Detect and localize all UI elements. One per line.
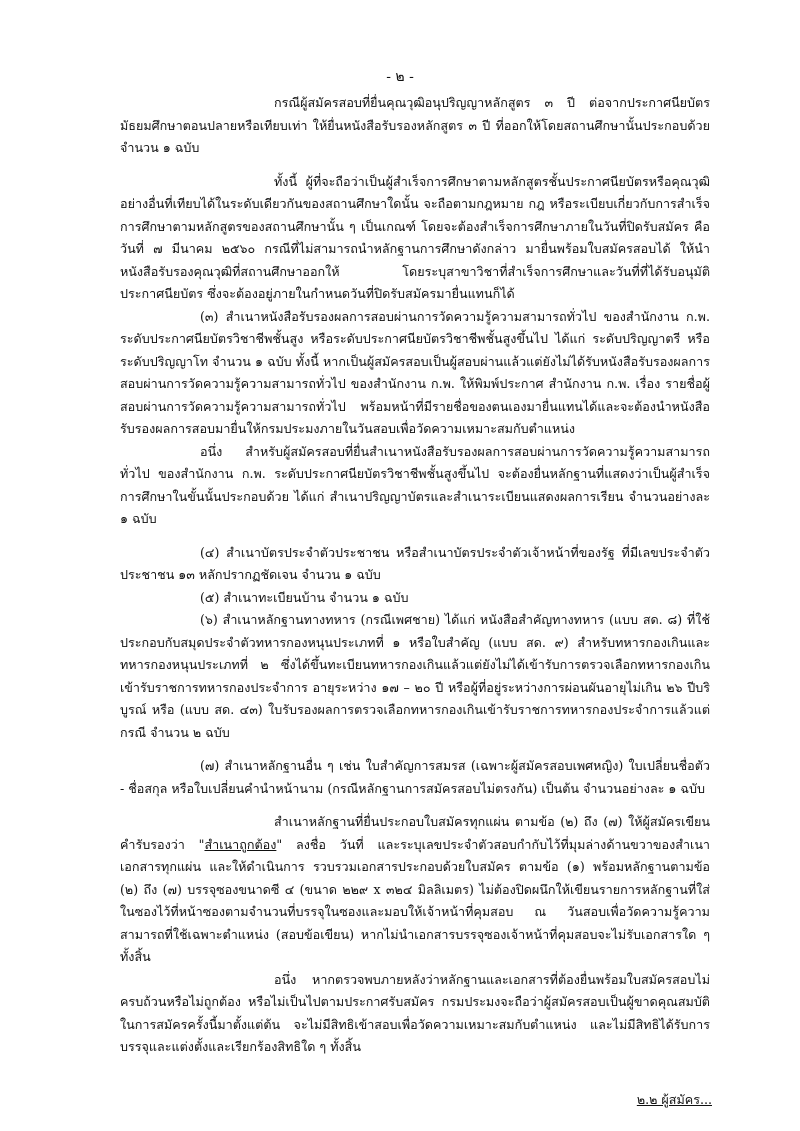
- item-7-other-documents: (๗) สำเนาหลักฐานอื่น ๆ เช่น ใบสำคัญการสมรส (เฉพาะผู้สมัครสอบเพศหญิง) ใบเปลี่ยนชื่อตัว - ชื่อสกุล หรือใบเปลี่ยนคำนำหน้านาม (กรณีหลักฐานการสมัครสอบไม่ตรงกัน) เป็นต้น จำนวนอย่างละ ๑ ฉบับ: [120, 758, 710, 796]
- certify-underlined-phrase: สำเนาถูกต้อง: [204, 836, 277, 852]
- paragraph-graduation-criteria: ทั้งนี้ ผู้ที่จะถือว่าเป็นผู้สำเร็จการศึกษาตามหลักสูตรชั้นประกาศนียบัตรหรือคุณวุฒิอย่างอื่นที่เทียบได้ในระดับเดียวกันของสถานศึกษาใดนั้น จะถือตามกฎหมาย กฎ หรือระเบียบเกี่ยวกับการสำเร็จการศึกษาตามหลักสูตรของสถานศึกษานั้น ๆ เป็นเกณฑ์ โดยจะต้องสำเร็จการศึกษาภายในวันที่ปิดรับสมัคร คือ วันที่ ๗ มีนาคม ๒๕๖๐ กรณีที่ไม่สามารถนำหลักฐานการศึกษาดังกล่าว มายื่นพร้อมใบสมัครสอบได้ ให้นำหนังสือรับรองคุณวุฒิที่สถานศึกษาออกให้ โดยระบุสาขาวิชาที่สำเร็จการศึกษาและวันที่ที่ได้รับอนุมัติประกาศนียบัตร ซึ่งจะต้องอยู่ภายในกำหนดวันที่ปิดรับสมัครมายื่นแทนก็ได้: [120, 173, 710, 301]
- paragraph-diploma-3yr: กรณีผู้สมัครสอบที่ยื่นคุณวุฒิอนุปริญญาหลักสูตร ๓ ปี ต่อจากประกาศนียบัตรมัธยมศึกษาตอนปลายหรือเทียบเท่า ให้ยื่นหนังสือรับรองหลักสูตร ๓ ปี ที่ออกให้โดยสถานศึกษานั้นประกอบด้วย จำนวน ๑ ฉบับ: [120, 95, 710, 155]
- paragraph-disqualification: อนึ่ง หากตรวจพบภายหลังว่าหลักฐานและเอกสารที่ต้องยื่นพร้อมใบสมัครสอบไม่ครบถ้วนหรือไม่ถูกต้อง หรือไม่เป็นไปตามประกาศรับสมัคร กรมประมงจะถือว่าผู้สมัครสอบเป็นผู้ขาดคุณสมบัติในการสมัครครั้งนี้มาตั้งแต่ต้น จะไม่มีสิทธิเข้าสอบเพื่อวัดความเหมาะสมกับตำแหน่ง และไม่มีสิทธิได้รับการบรรจุและแต่งตั้งและเรียกร้องสิทธิใด ๆ ทั้งสิ้น: [120, 971, 710, 1054]
- certify-text-before: สำเนาหลักฐานที่ยื่นประกอบใบสมัครทุกแผ่น ตามข้อ (๒) ถึง (๗) ให้ผู้สมัครเขียนคำรับรองว่า ": [120, 814, 710, 852]
- document-body: [120, 92, 710, 1059]
- item-5-house-registration: (๕) สำเนาทะเบียนบ้าน จำนวน ๑ ฉบับ: [200, 589, 409, 605]
- certify-text-after: " ลงชื่อ วันที่ และระบุเลขประจำตัวสอบกำกับไว้ที่มุมล่างด้านขวาของสำเนาเอกสารทุกแผ่น และให้ดำเนินการ รวบรวมเอกสารประกอบด้วยใบสมัคร ตามข้อ (๑) พร้อมหลักฐานตามข้อ (๒) ถึง (๗) บรรจุซองขนาดซี ๔ (ขนาด ๒๒๙ x ๓๒๔ มิลลิเมตร) ไม่ต้องปิดผนึกให้เขียนรายการหลักฐานที่ใส่ในซองไว้ที่หน้าซองตามจำนวนที่บรรจุในซองและมอบให้เจ้าหน้าที่คุมสอบ ณ วันสอบเพื่อวัดความรู้ความสามารถที่ใช้เฉพาะตำแหน่ง (สอบข้อเขียน) หากไม่นำเอกสารบรรจุซองเจ้าหน้าที่คุมสอบจะไม่รับเอกสารใด ๆ ทั้งสิ้น: [120, 836, 711, 964]
- item-6-military-document: (๖) สำเนาหลักฐานทางทหาร (กรณีเพศชาย) ได้แก่ หนังสือสำคัญทางทหาร (แบบ สด. ๘) ที่ใช้ประกอบกับสมุดประจำตัวทหารกองหนุนประเภทที่ ๑ หรือใบสำคัญ (แบบ สด. ๙) สำหรับทหารกองเกินและทหารกองหนุนประเภทที่ ๒ ซึ่งได้ขึ้นทะเบียนทหารกองเกินแล้วแต่ยังไม่ได้เข้ารับการตรวจเลือกทหารกองเกินเข้ารับราชการทหารกองประจำการ อายุระหว่าง ๑๗ – ๒๐ ปี หรือผู้ที่อยู่ระหว่างการผ่อนผันอายุไม่เกิน ๒๖ ปีบริบูรณ์ หรือ (แบบ สด. ๔๓) ใบรับรองผลการตรวจเลือกทหารกองเกินเข้ารับราชการทหารกองประจำการแล้วแต่กรณี จำนวน ๒ ฉบับ: [120, 612, 710, 740]
- paragraph-certify-copies: [120, 811, 710, 969]
- item-4-id-card: (๔) สำเนาบัตรประจำตัวประชาชน หรือสำเนาบัตรประจำตัวเจ้าหน้าที่ของรัฐ ที่มีเลขประจำตัวประชาชน ๑๓ หลักปรากฏชัดเจน จำนวน ๑ ฉบับ: [120, 544, 710, 582]
- continuation-marker: ๒.๒ ผู้สมัคร...: [636, 1092, 712, 1107]
- page-number: - ๒ -: [386, 69, 414, 85]
- paragraph-note-degree: อนึ่ง สำหรับผู้สมัครสอบที่ยื่นสำเนาหนังสือรับรองผลการสอบผ่านการวัดความรู้ความสามารถทั่วไป ของสำนักงาน ก.พ. ระดับประกาศนียบัตรวิชาชีพชั้นสูงขึ้นไป จะต้องยื่นหลักฐานที่แสดงว่าเป็นผู้สำเร็จการศึกษาในขั้นนั้นประกอบด้วย ได้แก่ สำเนาปริญญาบัตรและสำเนาระเบียนแสดงผลการเรียน จำนวนอย่างละ ๑ ฉบับ: [120, 443, 710, 526]
- item-3-test-certificate: (๓) สำเนาหนังสือรับรองผลการสอบผ่านการวัดความรู้ความสามารถทั่วไป ของสำนักงาน ก.พ. ระดับประกาศนียบัตรวิชาชีพชั้นสูง หรือระดับประกาศนียบัตรวิชาชีพชั้นสูงขึ้นไป ได้แก่ ระดับปริญญาตรี หรือระดับปริญญาโท จำนวน ๑ ฉบับ ทั้งนี้ หากเป็นผู้สมัครสอบเป็นผู้สอบผ่านแล้วแต่ยังไม่ได้รับหนังสือรับรองผลการสอบผ่านการวัดความรู้ความสามารถทั่วไป ของสำนักงาน ก.พ. ให้พิมพ์ประกาศ สำนักงาน ก.พ. เรื่อง รายชื่อผู้สอบผ่านการวัดความรู้ความสามารถทั่วไป พร้อมหน้าที่มีรายชื่อของตนเองมายื่นแทนได้และจะต้องนำหนังสือรับรองผลการสอบมายื่นให้กรมประมงภายในวันสอบเพื่อวัดความเหมาะสมกับตำแหน่ง: [120, 308, 710, 436]
